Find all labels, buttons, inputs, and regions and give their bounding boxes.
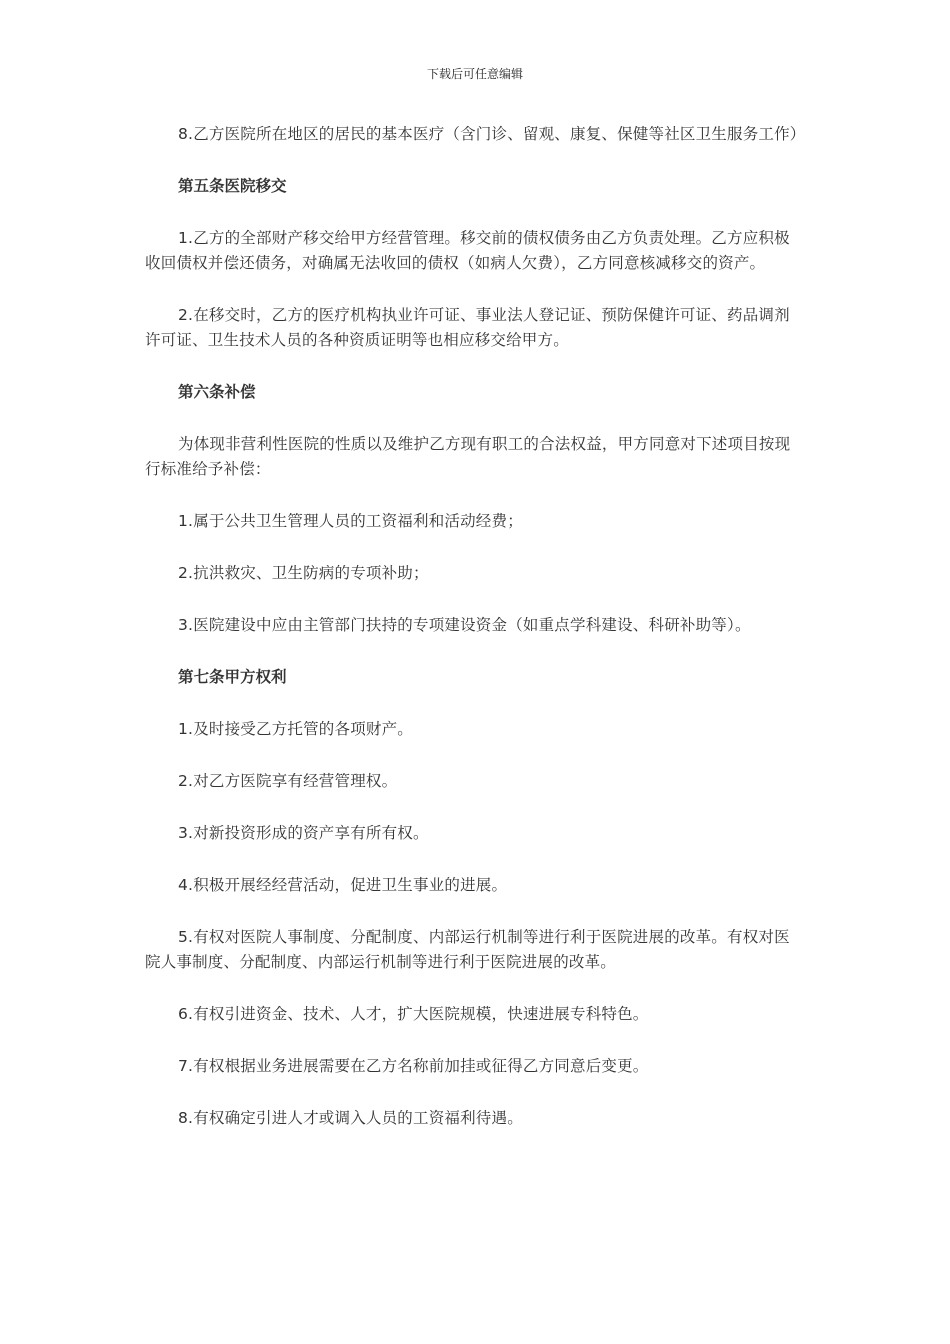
paragraph-6-intro: 为体现非营利性医院的性质以及维护乙方现有职工的合法权益，甲方同意对下述项目按现行标准给予补偿： — [145, 435, 791, 478]
paragraph-7-2: 2.对乙方医院享有经营管理权。 — [178, 772, 398, 790]
paragraph-5-2: 2.在移交时，乙方的医疗机构执业许可证、事业法人登记证、预防保健许可证、药品调剂许可证、卫生技术人员的各种资质证明等也相应移交给甲方。 — [145, 306, 790, 349]
paragraph-item-8: 8.乙方医院所在地区的居民的基本医疗（含门诊、留观、康复、保健等社区卫生服务工作） — [178, 125, 806, 143]
paragraph-6-3: 3.医院建设中应由主管部门扶持的专项建设资金（如重点学科建设、科研补助等）。 — [178, 616, 751, 634]
paragraph-6-2: 2.抗洪救灾、卫生防病的专项补助； — [178, 564, 429, 582]
page-header: 下载后可任意编辑 — [426, 67, 523, 81]
paragraph-7-3: 3.对新投资形成的资产享有所有权。 — [178, 824, 429, 842]
paragraph-7-8: 8.有权确定引进人才或调入人员的工资福利待遇。 — [178, 1109, 523, 1127]
paragraph-7-1: 1.及时接受乙方托管的各项财产。 — [178, 720, 413, 738]
paragraph-6-1: 1.属于公共卫生管理人员的工资福利和活动经费； — [178, 512, 523, 530]
paragraph-5-1: 1.乙方的全部财产移交给甲方经营管理。移交前的债权债务由乙方负责处理。乙方应积极收回债权并偿还债务，对确属无法收回的债权（如病人欠费），乙方同意核减移交的资产。 — [145, 229, 790, 272]
paragraph-7-6: 6.有权引进资金、技术、人才，扩大医院规模，快速进展专科特色。 — [178, 1005, 649, 1023]
section-heading-6: 第六条补偿 — [178, 383, 256, 401]
paragraph-7-5: 5.有权对医院人事制度、分配制度、内部运行机制等进行利于医院进展的改革。有权对医院人事制度、分配制度、内部运行机制等进行利于医院进展的改革。 — [145, 928, 790, 971]
paragraph-7-4: 4.积极开展经经营活动，促进卫生事业的进展。 — [178, 876, 508, 894]
section-heading-5: 第五条医院移交 — [178, 177, 287, 195]
paragraph-7-7: 7.有权根据业务进展需要在乙方名称前加挂或征得乙方同意后变更。 — [178, 1057, 649, 1075]
section-heading-7: 第七条甲方权利 — [178, 668, 287, 686]
document-body — [145, 122, 805, 1158]
